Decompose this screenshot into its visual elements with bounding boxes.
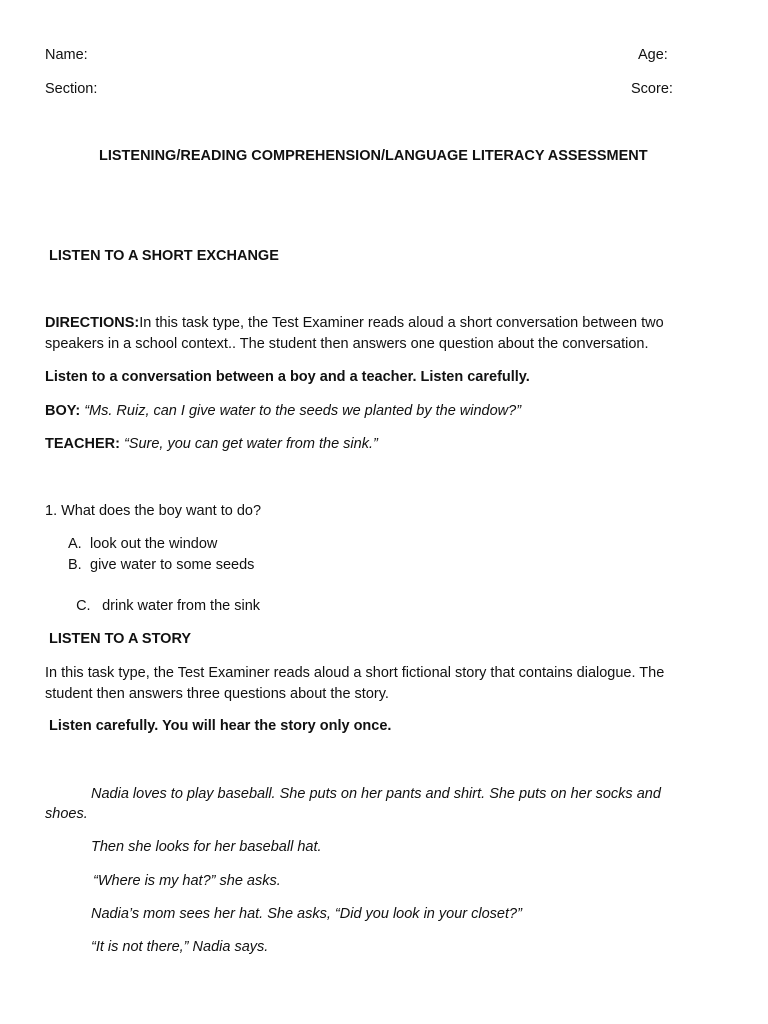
question-1: 1. What does the boy want to do? [45, 503, 262, 519]
teacher-line: “Sure, you can get water from the sink.” [123, 436, 378, 452]
section-label: Section: [45, 81, 98, 97]
page-title: LISTENING/READING COMPREHENSION/LANGUAGE LITERACY ASSESSMENT [99, 148, 648, 164]
option-text: drink water from the sink [98, 598, 261, 614]
conversation-instruction: Listen to a conversation between a boy and a teacher. Listen carefully. [45, 369, 530, 385]
story-paragraph-line-2: shoes. [45, 806, 88, 822]
story-line: Then she looks for her baseball hat. [91, 839, 322, 855]
section-heading-short-exchange: LISTEN TO A SHORT EXCHANGE [49, 248, 279, 264]
name-label: Name: [45, 47, 88, 63]
score-label: Score: [631, 81, 673, 97]
boy-line: “Ms. Ruiz, can I give water to the seeds we planted by the window?” [84, 403, 522, 419]
age-label: Age: [638, 47, 668, 63]
story-instruction: Listen carefully. You will hear the story only once. [49, 718, 392, 734]
story-line: Nadia’s mom sees her hat. She asks, “Did you look in your closet?” [91, 906, 522, 922]
story-line: “Where is my hat?” she asks. [93, 873, 281, 889]
option-c [68, 576, 260, 616]
section-heading-story: LISTEN TO A STORY [49, 631, 192, 647]
teacher-dialogue [45, 434, 378, 454]
story-paragraph-line-1: Nadia loves to play baseball. She puts on her pants and shirt. She puts on her socks and [91, 786, 661, 802]
option-letter: B. [68, 557, 82, 573]
boy-label: BOY: [45, 403, 81, 419]
option-text: give water to some seeds [90, 557, 255, 573]
option-letter: C. [76, 598, 91, 614]
story-intro: In this task type, the Test Examiner reads aloud a short fictional story that contains dialogue. The student then answers three questions about the story. [45, 665, 665, 702]
directions-label: DIRECTIONS: [45, 315, 140, 331]
option-text: look out the window [90, 536, 218, 552]
directions-text: In this task type, the Test Examiner reads aloud a short conversation between two speakers in a school context.. The student then answers one question about the conversation. [45, 315, 664, 352]
option-a [68, 534, 217, 554]
story-line: “It is not there,” Nadia says. [91, 939, 269, 955]
directions-paragraph [45, 313, 725, 354]
teacher-label: TEACHER: [45, 436, 120, 452]
boy-dialogue [45, 401, 521, 421]
option-b [68, 555, 254, 575]
option-letter: A. [68, 536, 82, 552]
